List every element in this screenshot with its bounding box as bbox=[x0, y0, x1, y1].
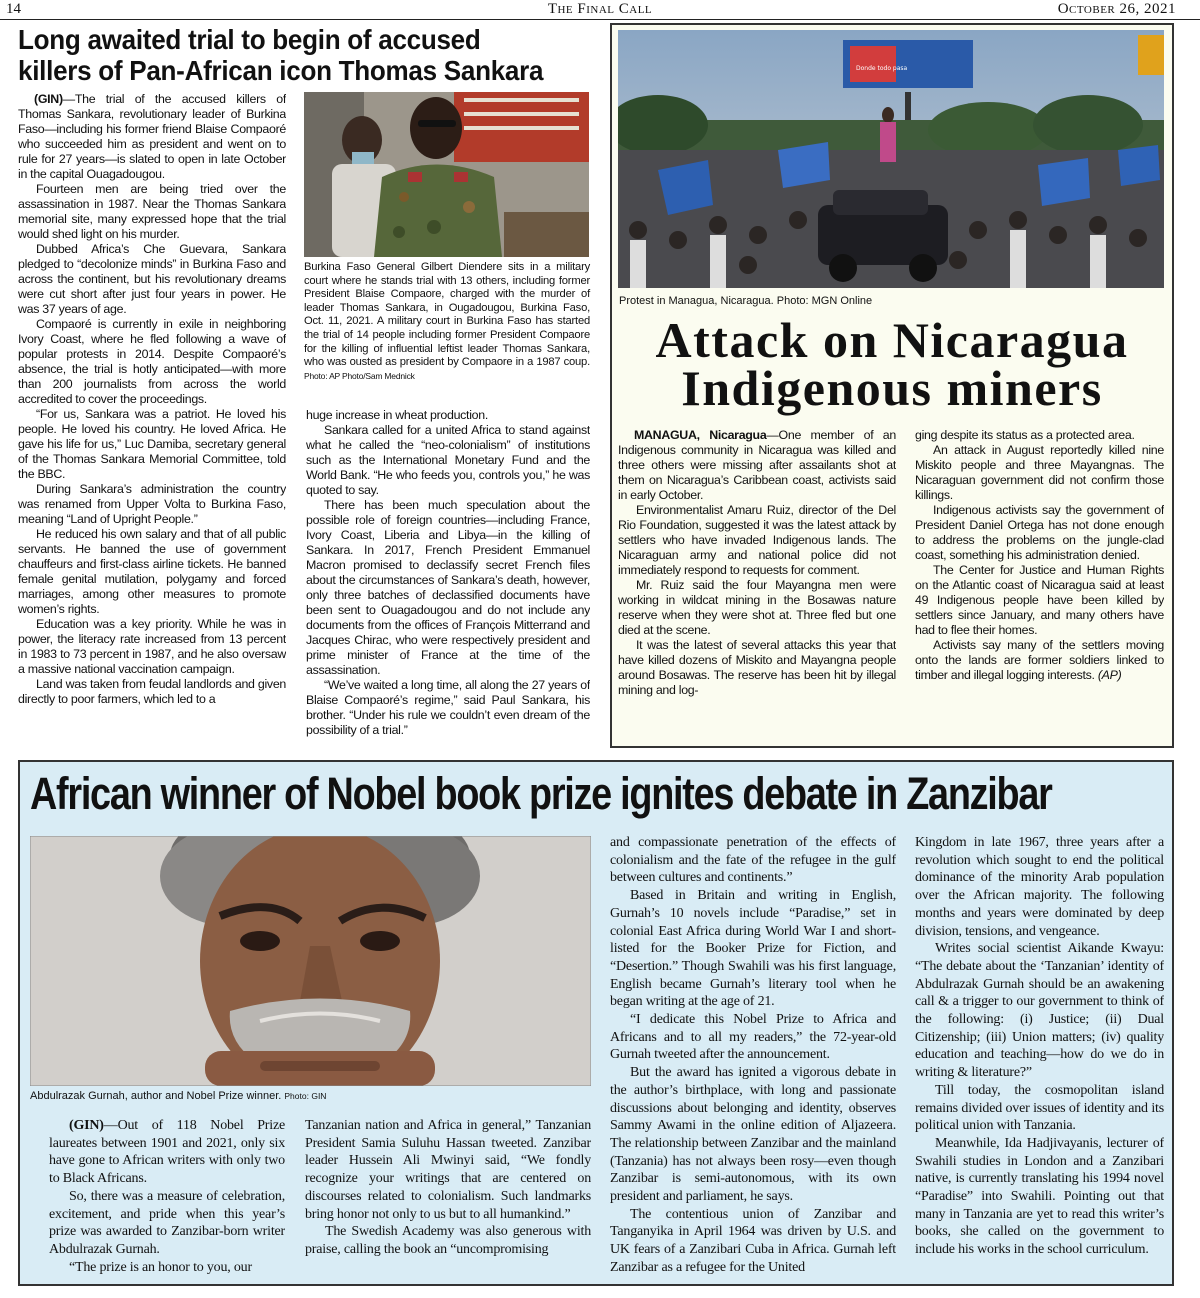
nicaragua-photo-caption: Protest in Managua, Nicaragua. Photo: MGN Online bbox=[619, 295, 873, 307]
paragraph-text: —One member of an Indigenous community in Nicaragua was killed and three others were missing after assailants shot at them on Nicaragua’s Caribbean coast, activists said in early October. bbox=[618, 428, 896, 502]
paragraph: Dubbed Africa’s Che Guevara, Sankara pledged to “decolonize minds” in Burkina Faso and across the continent, but his revolutionary dreams were cut short after just four years in power. He was 37 years of age. bbox=[18, 242, 286, 316]
paragraph: It was the latest of several attacks this year that have killed dozens of Miskito and Mayangna people around Bosawas. The reserve has been hit by illegal mining and log- bbox=[618, 638, 896, 697]
wire-credit: (AP) bbox=[1097, 668, 1122, 682]
page-number: 14 bbox=[6, 1, 21, 17]
paragraph: Tanzanian nation and Africa in general,” Tanzanian President Samia Suluhu Hassan tweeted. Zanzibar leader Hussein Ali Mwinyi said, “We fondly recognize your writings that are centered on discourses related to colonialism. Such landmarks bring honor not only to us but to all humankind.” bbox=[305, 1118, 591, 1222]
sankara-photo-caption bbox=[304, 261, 590, 383]
gurnah-column-3 bbox=[610, 834, 896, 1280]
paragraph: Till today, the cosmopolitan island remains divided over issues of identity and its political union with Tanzania. bbox=[915, 1082, 1164, 1134]
paragraph: huge increase in wheat production. bbox=[306, 408, 488, 422]
gurnah-column-4 bbox=[915, 834, 1164, 1280]
sankara-column-2 bbox=[306, 408, 590, 753]
nicaragua-headline[interactable] bbox=[612, 312, 1172, 416]
paragraph: ging despite its status as a protected area. bbox=[915, 428, 1135, 442]
paragraph: Education was a key priority. While he was in power, the literacy rate increased from 13 percent in 1983 to 73 percent in 1987, and he also oversaw a massive national vaccination campaign. bbox=[18, 617, 286, 676]
paragraph: Meanwhile, Ida Hadjivayanis, lecturer of Swahili studies in London and a Zanzibari native, is currently translating his 1994 novel “Paradise” into Swahili. Pointing out that many in Tanzania are yet to read this writer’s books, she called on the government to include his works in the school curriculum. bbox=[915, 1135, 1164, 1258]
paragraph: The contentious union of Zanzibar and Tanganyika in April 1964 was driven by U.S. and UK fears of a Zanzibari Cuba in Africa. Gurnah left Zanzibar as a refugee for the United bbox=[610, 1206, 896, 1275]
paragraph: He reduced his own salary and that of all public servants. He banned the use of government chauffeurs and first-class airline tickets. He banned female genital mutilation, polygamy and forced marriages, among other measures to promote women’s rights. bbox=[18, 527, 286, 616]
sankara-lead-paragraph bbox=[18, 92, 286, 182]
paragraph: But the award has ignited a vigorous debate in the author’s birthplace, with long and passionate discussions about belonging and identity, observes Sammy Awami in the online edition of Aljazeera. The relationship between Zanzibar and the mainland (Tanzania) has not always been rosy—even though Zanzibar is semi-autonomous, with its own president and parliament, he says. bbox=[610, 1065, 896, 1205]
paragraph: Sankara called for a united Africa to stand against what he called the “neo-colonialism” of institutions such as the International Monetary Fund and the World Bank. “He who feeds you, controls you,” he was quoted to say. bbox=[306, 423, 590, 497]
billboard-text: Donde todo pasa bbox=[856, 65, 908, 72]
gurnah-column-1 bbox=[49, 1117, 285, 1279]
headline-line-2: Indigenous miners bbox=[681, 360, 1103, 416]
paragraph: During Sankara’s administration the country was renamed from Upper Volta to Burkina Faso, meaning “Land of Upright People.” bbox=[18, 482, 286, 526]
paragraph: Writes social scientist Aikande Kwayu: “The debate about the ‘Tanzanian’ identity of Abdulrazak Gurnah should be an awakening call & a trigger to our government to think of the following: (i) Justice; (ii) Dual Citizenship; (iii) Union matters; (iv) quality education and teaching—how do we do in writing & literature?” bbox=[915, 941, 1164, 1081]
paragraph: Kingdom in late 1967, three years after a revolution which sought to end the political dominance of the minority Arab population over the African majority. The following months and years were dominated by deep division, tensions, and vengeance. bbox=[915, 835, 1164, 939]
managua-protest-photo[interactable] bbox=[618, 30, 1164, 288]
headline-line-1: Attack on Nicaragua bbox=[655, 312, 1129, 368]
sankara-headline[interactable]: Long awaited trial to begin of accused killers of Pan-African icon Thomas Sankara bbox=[18, 24, 544, 86]
paragraph: The Swedish Academy was also generous with praise, calling the book an “uncompromising bbox=[305, 1224, 591, 1257]
protest-photo-illustration bbox=[618, 30, 1164, 288]
paragraph-text: —The trial of the accused killers of Thomas Sankara, revolutionary leader of Burkina Faso—including his former friend Blaise Compaoré who succeeded him as president and went on to rule for 27 years—is slated to open in late October in the capital Ouagadougou. bbox=[18, 92, 286, 181]
paragraph-text: Activists say many of the settlers moving onto the lands are former soldiers linked to timber and illegal logging interests. bbox=[915, 638, 1164, 682]
paragraph: and compassionate penetration of the effects of colonialism and the fate of the refugee in the gulf between cultures and continents.” bbox=[610, 835, 896, 886]
gurnah-dateline: (GIN) bbox=[69, 1118, 104, 1133]
nicaragua-column-2 bbox=[915, 428, 1164, 744]
gurnah-photo-caption bbox=[30, 1090, 326, 1102]
paragraph: “The prize is an honor to you, our bbox=[69, 1259, 252, 1275]
paragraph: Fourteen men are being tried over the assassination in 1987. Near the Thomas Sankara memorial site, many expressed hope that the trial would shed light on his murder. bbox=[18, 182, 286, 241]
paragraph: Mr. Ruiz said the four Mayangna men were working in wildcat mining in the Bosawas nature reserve when they were shot at. Three fled but one died at the scene. bbox=[618, 578, 896, 637]
paragraph: Compaoré is currently in exile in neighboring Ivory Coast, where he fled following a wave of popular protests in 2014. Despite Compaoré’s absence, the trial is hotly anticipated—with more than 200 journalists from across the world accredited to cover the proceedings. bbox=[18, 317, 286, 406]
photo-credit: Photo: AP Photo/Sam Mednick bbox=[304, 370, 415, 381]
paragraph: So, there was a measure of celebration, excitement, and pride when this year’s prize was awarded to Zanzibar-born writer Abdulrazak Gurnah. bbox=[49, 1188, 285, 1257]
nicaragua-lead-paragraph bbox=[618, 428, 896, 503]
gurnah-column-2 bbox=[305, 1117, 591, 1279]
caption-text: Abdulrazak Gurnah, author and Nobel Prize winner. bbox=[30, 1090, 282, 1102]
paragraph: “We’ve waited a long time, all along the 27 years of Blaise Compaoré’s regime,” said Paul Sankara, his brother. “Under his rule we couldn’t even dream of the possibility of a trial.” bbox=[306, 678, 590, 737]
gurnah-lead-paragraph bbox=[49, 1117, 285, 1188]
sankara-column-1 bbox=[18, 92, 286, 752]
gurnah-portrait-photo[interactable] bbox=[30, 836, 591, 1086]
publication-name: The Final Call bbox=[547, 1, 653, 17]
paragraph: Based in Britain and writing in English, Gurnah’s 10 novels include “Paradise,” set in colonial East Africa during World War I and short-listed for the Booker Prize for Fiction, and “Desertion.” Though Swahili was his first language, English became Gurnah’s literary tool when he began writing at the age of 21. bbox=[610, 888, 896, 1010]
sankara-trial-photo[interactable] bbox=[304, 92, 589, 257]
portrait-illustration bbox=[30, 836, 591, 1086]
paragraph: There has been much speculation about the possible role of foreign countries—including France, Ivory Coast, Liberia and Libya—in the killing of Sankara. In 2017, French President Emmanuel Macron promised to declassify secret French files about the circumstances of Sankara’s death, however, only three batches of declassified documents have been sent to Ouagadougou and do not include any documents from the offices of François Mitterrand and Jacques Chirac, who were respectively president and prime minister of France at the time of the assassination. bbox=[306, 498, 590, 677]
issue-date: October 26, 2021 bbox=[1057, 1, 1176, 17]
paragraph: Land was taken from feudal landlords and given directly to poor farmers, which led to a bbox=[18, 677, 286, 706]
paragraph bbox=[915, 638, 1164, 683]
paragraph: Indigenous activists say the government of President Daniel Ortega has not done enough to address the problems on the jungle-clad coast, something his administration denied. bbox=[915, 503, 1164, 562]
nicaragua-column-1 bbox=[618, 428, 896, 744]
paragraph-text: —Out of 118 Nobel Prize laureates between 1901 and 2021, only six have gone to African writers with only two to Black Africans. bbox=[49, 1118, 285, 1187]
paragraph: An attack in August reportedly killed nine Miskito people and three Mayangnas. The Nicaraguan government did not confirm those killings. bbox=[915, 443, 1164, 502]
paragraph: The Center for Justice and Human Rights on the Atlantic coast of Nicaragua said at least 49 Indigenous people have been killed by settlers since January, and many others have had to flee their homes. bbox=[915, 563, 1164, 637]
gurnah-headline[interactable]: African winner of Nobel book prize ignites debate in Zanzibar bbox=[30, 768, 1052, 819]
page-header bbox=[0, 0, 1200, 20]
paragraph: “I dedicate this Nobel Prize to Africa and Africans and to all my readers,” the 72-year-old Gurnah tweeted after the announcement. bbox=[610, 1012, 896, 1063]
paragraph: “For us, Sankara was a patriot. He loved his people. He loved his country. He loved Africa. He gave his life for us,” Luc Damiba, secretary general of the Thomas Sankara Memorial Committee, told the BBC. bbox=[18, 407, 286, 481]
caption-text: Burkina Faso General Gilbert Diendere sits in a military court where he stands trial with 13 others, including former President Blaise Compaore, charged with the murder of leader Thomas Sankara, in Ougadougou, Burkina Faso, Oct. 11, 2021. A military court in Burkina Faso has started the trial of 14 people including former President Compaore for the killing of influential leftist leader Thomas Sankara, who was ousted as president by Compaore in a 1987 coup. bbox=[304, 261, 590, 369]
courtroom-photo-illustration bbox=[304, 92, 589, 257]
photo-credit: Photo: GIN bbox=[284, 1091, 327, 1101]
sankara-dateline: (GIN) bbox=[34, 92, 63, 106]
nicaragua-dateline: MANAGUA, Nicaragua bbox=[634, 428, 767, 442]
paragraph: Environmentalist Amaru Ruiz, director of the Del Rio Foundation, suggested it was the latest attack by settlers who have invaded Indigenous lands. The Nicaraguan army and national police did not immediately respond to requests for comment. bbox=[618, 503, 896, 577]
